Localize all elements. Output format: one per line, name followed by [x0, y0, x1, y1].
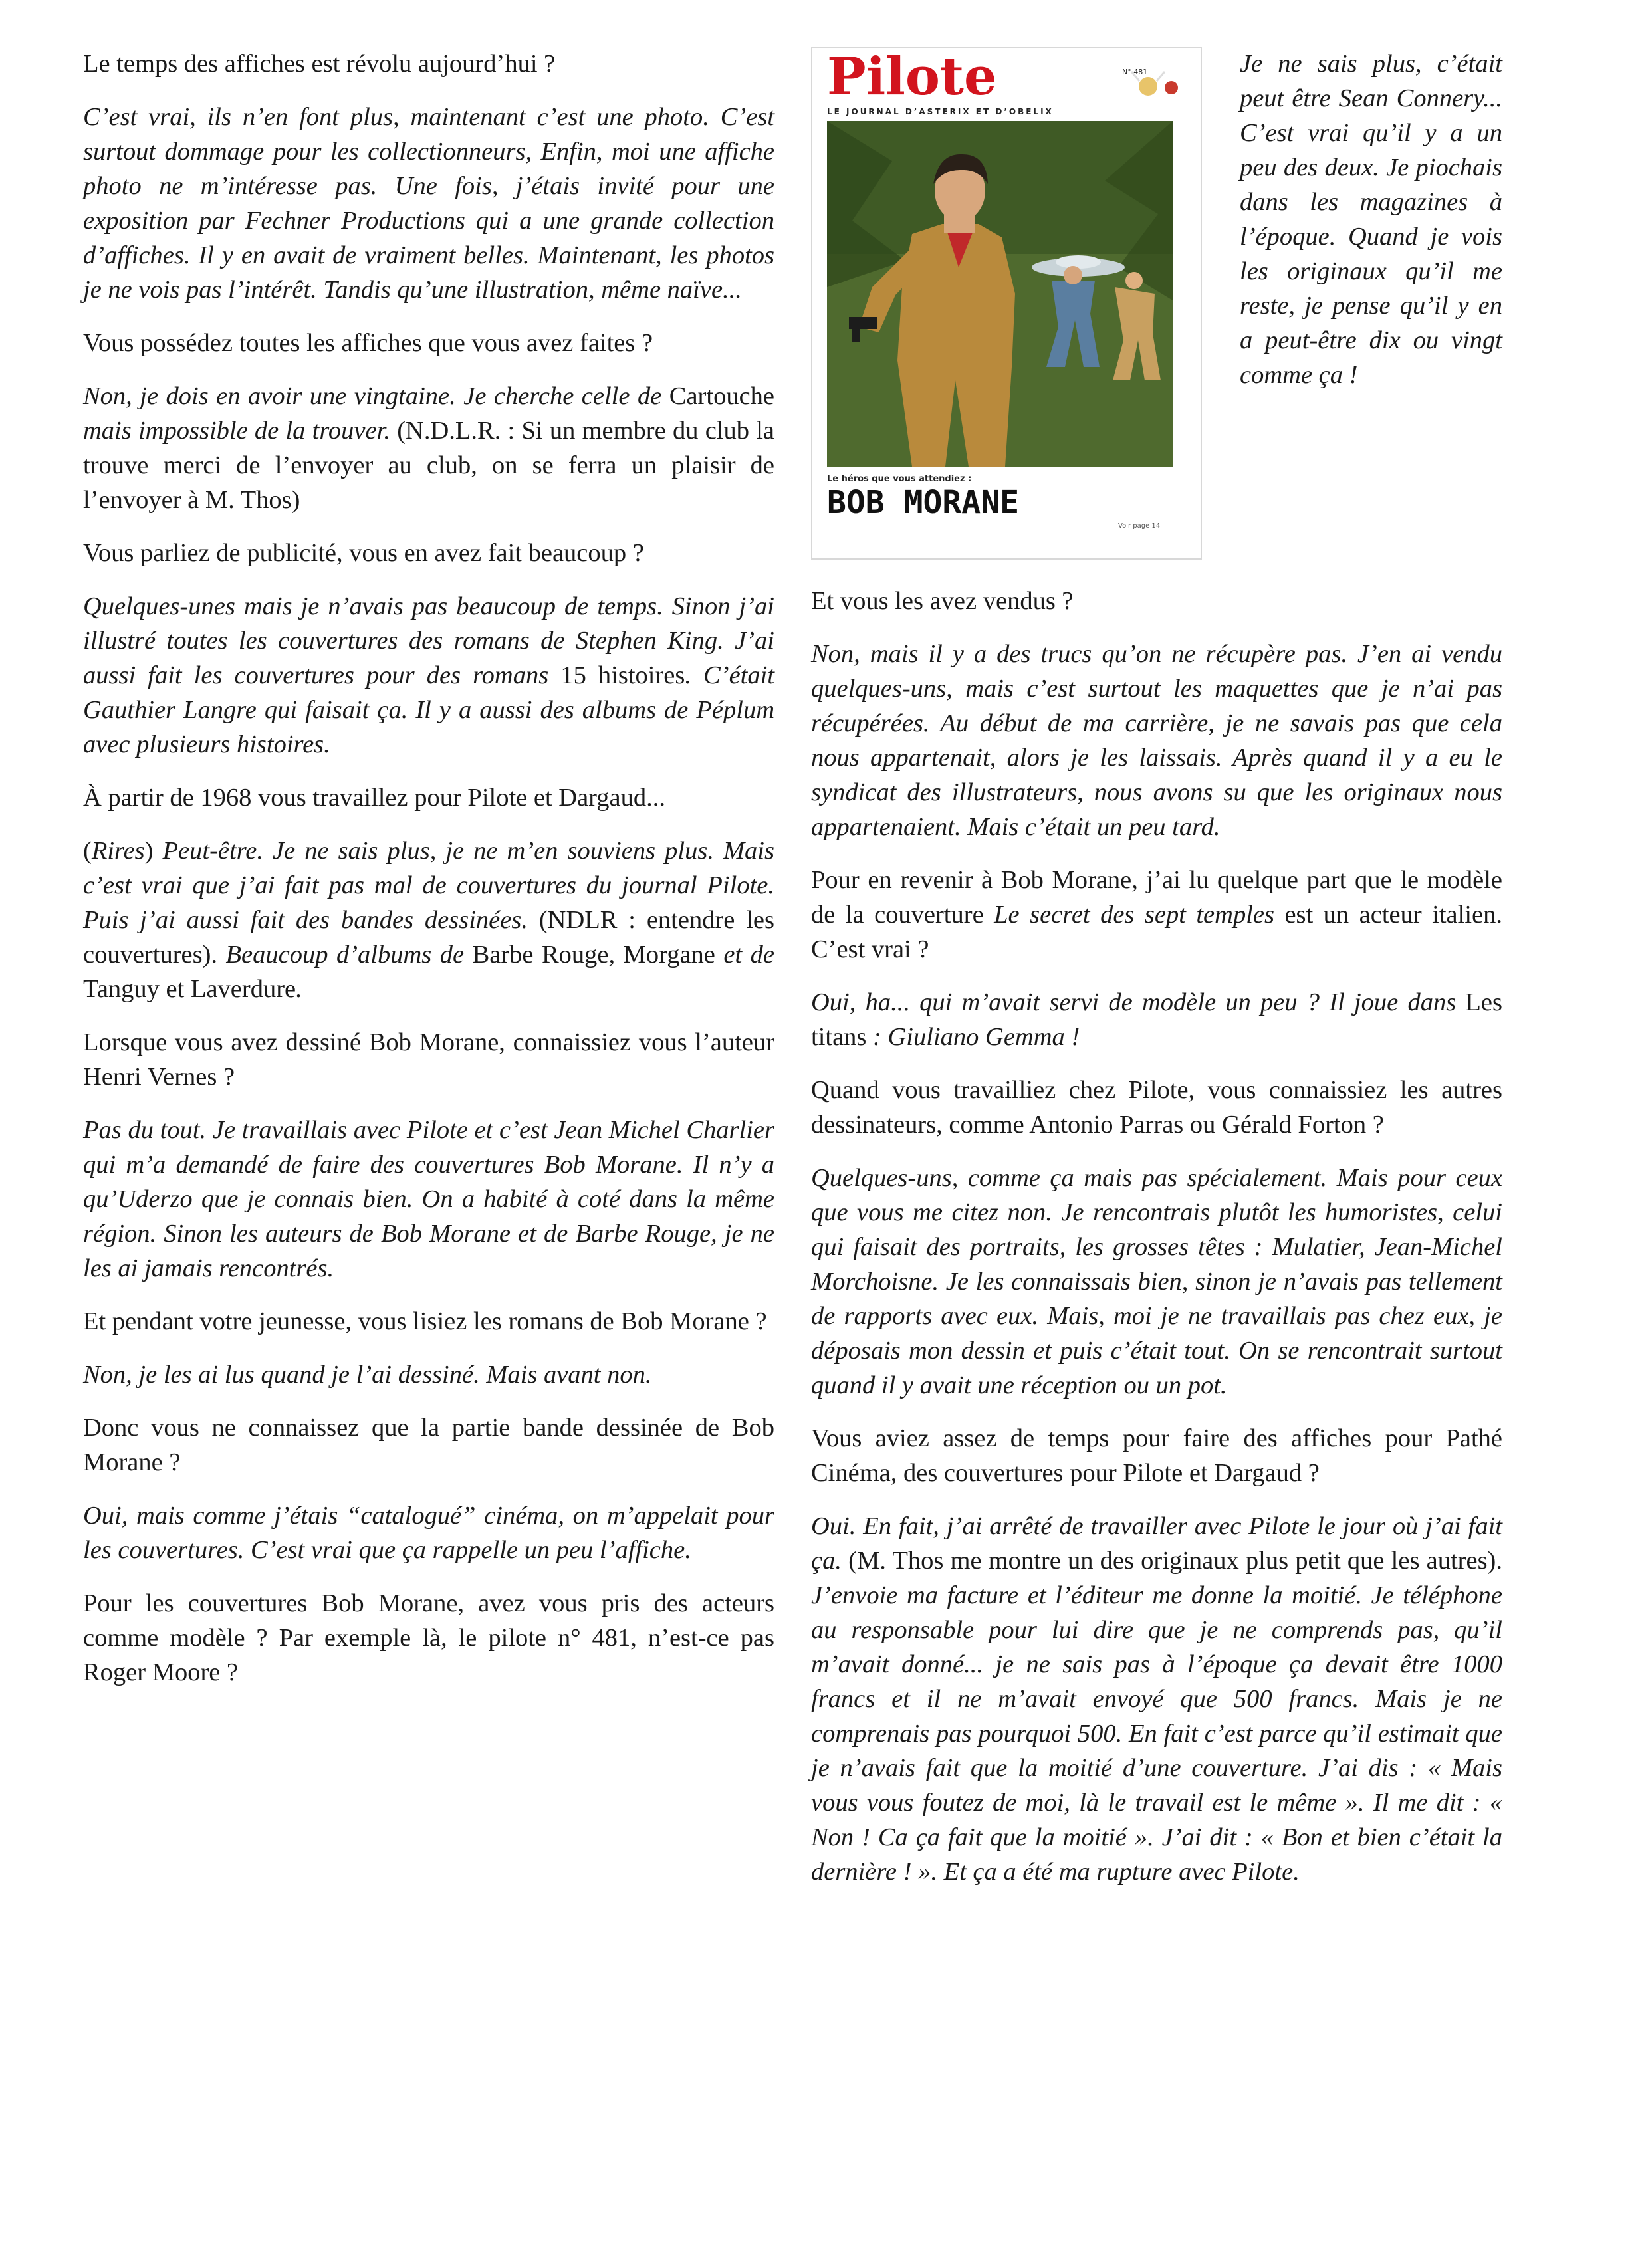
cover-block — [811, 47, 1502, 572]
text-run: Barbe Rouge — [472, 941, 609, 968]
text-run: Cartouche — [669, 382, 774, 410]
interview-answer — [83, 100, 774, 307]
interview-answer — [83, 1498, 774, 1567]
cover-page-ref: Voir page 14 — [1118, 522, 1161, 530]
interview-answer — [811, 1509, 1502, 1889]
interview-question: Et vous les avez vendus ? — [811, 587, 1074, 615]
text-run: Morgane — [623, 941, 715, 968]
text-run: : Giuliano Gemma ! — [866, 1023, 1080, 1051]
text-run: . — [296, 975, 302, 1003]
interview-answer — [83, 379, 774, 517]
text-run: ) — [144, 837, 163, 865]
interview-question — [811, 863, 1502, 966]
text-run: , — [608, 941, 624, 968]
text-run: Beaucoup d’albums de — [225, 941, 473, 968]
interview-question: Vous aviez assez de temps pour faire des affiches pour Pathé Cinéma, des couvertures pour Pilote et Dargaud ? — [811, 1424, 1502, 1487]
interview-question: À partir de 1968 vous travaillez pour Pilote et Dargaud... — [83, 784, 666, 812]
cover-caption-answer: Je ne sais plus, c’était peut être Sean Connery... C’est vrai qu’il y a un peu des deux. Je piochais dans les magazines à l’époque. Quand je vois les originaux qu’il me reste, je pense qu’il y en a peut-être dix ou vingt comme ça ! — [1240, 50, 1502, 389]
text-run: Non, je dois en avoir une vingtaine. Je cherche celle de — [83, 382, 669, 410]
cover-issue-number: N° 481 — [1122, 68, 1148, 76]
text-run: ( — [83, 837, 92, 865]
text-run: (NDLR : entendre les couvertures). — [83, 906, 775, 968]
text-run: mais impossible de la trouver. — [83, 417, 390, 445]
right-column — [811, 47, 1502, 1908]
text-run: C’est vrai, ils n’en font plus, maintenant c’est une photo. C’est surtout dommage pour les collectionneurs, Enfin, moi une affiche photo ne m’intéresse pas. Une fois, j’étais invité pour une exposition par Fechner Productions qui a une grande collection d’affiches. Il y en avait de vraiment belles. Maintenant, les photos je ne vois pas l’intérêt. Tandis qu’une illustration, même naïve... — [83, 103, 774, 304]
interview-question: Donc vous ne connaissez que la partie bande dessinée de Bob Morane ? — [83, 1414, 774, 1476]
cover-hero-name: BOB MORANE — [827, 484, 1019, 521]
text-run: Oui, mais comme j’étais “catalogué” cinéma, on m’appelait pour les couvertures. C’est vrai que ça rappelle un peu l’affiche. — [83, 1502, 774, 1564]
text-run: 15 histoires — [560, 661, 685, 689]
text-run: Quelques-unes mais je n’avais pas beaucoup de temps. Sinon j’ai illustré toutes les couvertures des romans de Stephen King. J’ai aussi fait les couvertures pour des romans — [83, 592, 774, 689]
right-column-text — [811, 584, 1502, 1889]
interview-answer — [83, 1113, 774, 1286]
interview-question: Pour les couvertures Bob Morane, avez vous pris des acteurs comme modèle ? Par exemple là, le pilote n° 481, n’est-ce pas Roger Moore ? — [83, 1589, 774, 1686]
text-run: . C’était Gauthier Langre qui faisait ça. Il y a aussi des albums de Péplum avec plusieurs histoires. — [83, 661, 774, 758]
interview-answer — [83, 834, 774, 1006]
interview-answer — [811, 985, 1502, 1054]
text-run: Non, je les ai lus quand je l’ai dessiné. Mais avant non. — [83, 1361, 652, 1389]
interview-answer — [811, 637, 1502, 844]
left-column — [83, 47, 774, 1708]
interview-answer — [811, 1161, 1502, 1403]
text-run: Non, mais il y a des trucs qu’on ne récupère pas. J’en ai vendu quelques-uns, mais c’est surtout les maquettes que je n’ai pas récupérées. Au début de ma carrière, je ne savais pas que cela nous appartenait, alors je les laissais. Après quand il y a eu le syndicat des illustrateurs, nous avons su que les originaux nous appartenaient. Mais c’était un peu tard. — [811, 640, 1502, 841]
text-run: Rires — [91, 837, 145, 865]
text-run: Peut-être. Je ne sais plus, je ne m’en souviens plus. Mais c’est vrai que j’ai fait pas mal de couvertures du journal Pilote. Puis j’ai aussi fait des bandes dessinées. — [83, 837, 774, 934]
text-run: (N.D.L.R. : Si un membre du club la trouve merci de l’envoyer au club, on se ferra un plaisir de l’envoyer à M. Thos) — [83, 417, 775, 514]
text-run: Oui, ha... qui m’avait servi de modèle un peu ? Il joue dans — [811, 988, 1466, 1016]
cover-hero-line: Le héros que vous attendiez : — [827, 474, 972, 484]
pilote-cover-image — [811, 47, 1202, 560]
text-run: Pas du tout. Je travaillais avec Pilote et c’est Jean Michel Charlier qui m’a demandé de faire des couvertures Bob Morane. Il n’y a qu’Uderzo que je connais bien. On a habité à coté dans la même région. Sinon les auteurs de Bob Morane et de Barbe Rouge, je ne les ai jamais rencontrés. — [83, 1116, 774, 1282]
text-run: Pour en revenir à Bob Morane, j’ai lu quelque part que le modèle de la couverture — [811, 866, 1502, 929]
interview-question: Vous possédez toutes les affiches que vous avez faites ? — [83, 329, 653, 357]
interview-question: Et pendant votre jeunesse, vous lisiez les romans de Bob Morane ? — [83, 1307, 767, 1335]
interview-question: Le temps des affiches est révolu aujourd’hui ? — [83, 50, 556, 78]
text-run: (M. Thos me montre un des originaux plus petit que les autres). — [841, 1547, 1502, 1575]
text-run: Oui. En fait, j’ai arrêté de travailler avec Pilote le jour où j’ai fait ça. — [811, 1512, 1502, 1575]
text-run: et de — [715, 941, 774, 968]
text-run: est un acteur italien. C’est vrai ? — [811, 901, 1502, 963]
pilote-cover-illustration — [812, 48, 1201, 558]
text-run: J’envoie ma facture et l’éditeur me donne la moitié. Je téléphone au responsable pour lui dire que je ne comprends pas, qu’il m’avait donné... je ne sais pas à l’époque ça devait être 1000 francs et il ne m’avait envoyé que 500 francs. Mais je ne comprenais pas pourquoi 500. En fait c’est parce qu’il estimait que je n’avais fait que la moitié d’une couverture. J’ai dis : « Mais vous vous foutez de moi, là le travail est le même ». Il me dit : « Non ! Ca ça fait que la moitié ». J’ai dit : « Bon et bien c’était la dernière ! ». Et ça a été ma rupture avec Pilote. — [811, 1581, 1502, 1886]
interview-question: Vous parliez de publicité, vous en avez fait beaucoup ? — [83, 539, 644, 567]
cover-subtitle: LE JOURNAL D’ASTERIX ET D’OBELIX — [827, 107, 1054, 116]
interview-answer — [83, 589, 774, 762]
interview-question: Quand vous travailliez chez Pilote, vous connaissiez les autres dessinateurs, comme Antonio Parras ou Gérald Forton ? — [811, 1076, 1502, 1139]
text-run: Quelques-uns, comme ça mais pas spécialement. Mais pour ceux que vous me citez non. Je rencontrais plutôt les humoristes, celui qui faisait des portraits, les grosses têtes : Mulatier, Jean-Michel Morchoisne. Je les connaissais bien, sinon je n’avais pas tellement de rapports avec eux. Mais, moi je ne travaillais pas chez eux, je déposais mon dessin et puis c’était tout. On se rencontrait surtout quand il y avait une réception ou un pot. — [811, 1164, 1502, 1399]
interview-question: Lorsque vous avez dessiné Bob Morane, connaissiez vous l’auteur Henri Vernes ? — [83, 1028, 774, 1091]
interview-answer — [83, 1357, 774, 1392]
text-run: Le secret des sept temples — [994, 901, 1274, 929]
text-run: Les titans — [811, 988, 1502, 1051]
text-run: Tanguy et Laverdure — [83, 975, 296, 1003]
cover-masthead: Pilote — [827, 48, 997, 107]
